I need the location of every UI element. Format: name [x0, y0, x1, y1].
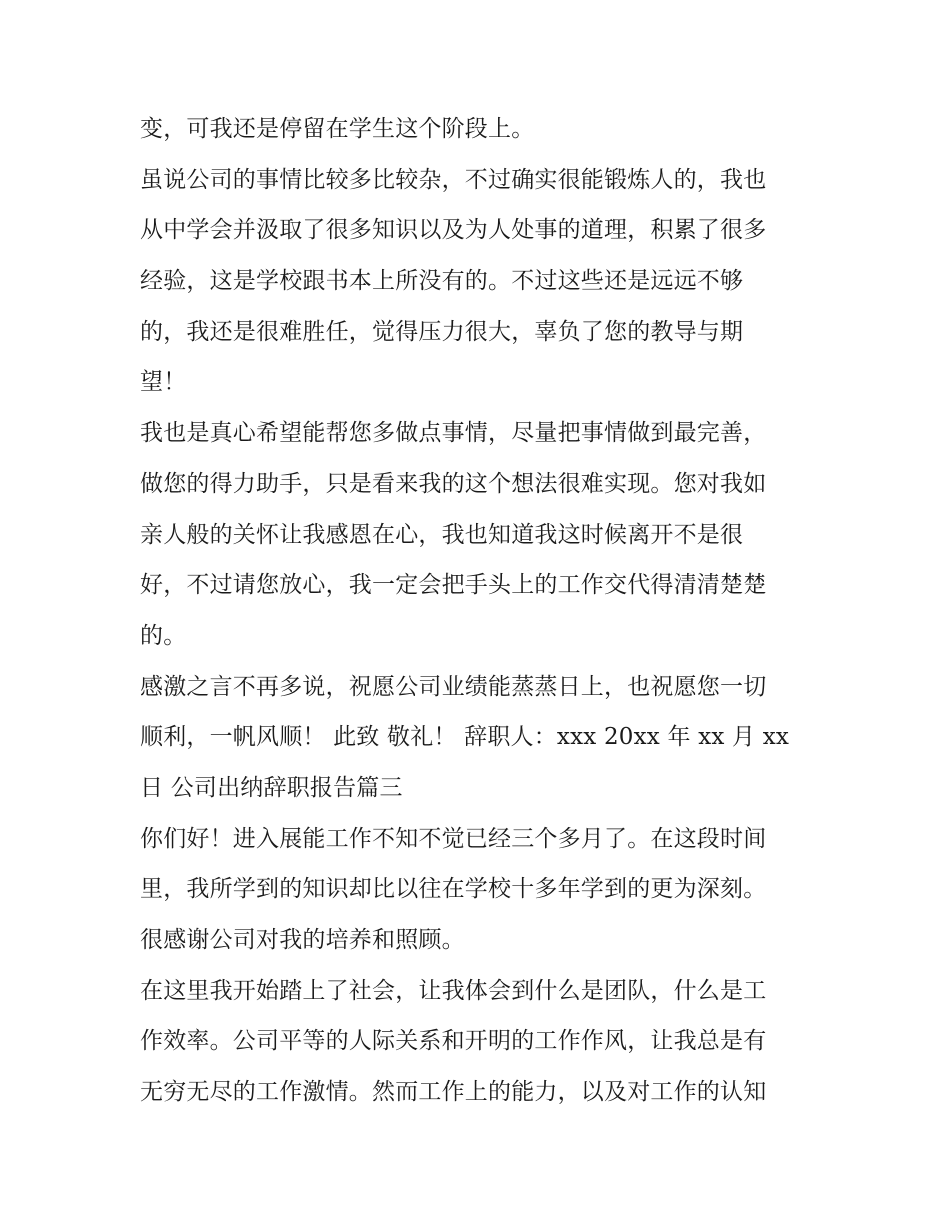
text-line: 在这里我开始踏上了社会，让我体会到什么是团队，什么是工 — [140, 977, 767, 1004]
text-line: 从中学会并汲取了很多知识以及为人处事的道理，积累了很多 — [140, 217, 767, 244]
text-line: 感激之言不再多说，祝愿公司业绩能蒸蒸日上，也祝愿您一切 — [140, 673, 767, 700]
text-line: 经验，这是学校跟书本上所没有的。不过这些还是远远不够 — [140, 268, 744, 295]
text-line: 我也是真心希望能帮您多做点事情，尽量把事情做到最完善， — [140, 420, 767, 447]
section-heading-line: 日 公司出纳辞职报告篇三 — [140, 774, 403, 801]
text-line: 好，不过请您放心，我一定会把手头上的工作交代得清清楚楚 — [140, 572, 767, 599]
text-line: 亲人般的关怀让我感恩在心，我也知道我这时候离开不是很 — [140, 521, 744, 548]
text-line: 你们好！进入展能工作不知不觉已经三个多月了。在这段时间 — [140, 825, 767, 852]
text-line: 无穷无尽的工作激情。然而工作上的能力，以及对工作的认知 — [140, 1079, 767, 1106]
text-line: 虽说公司的事情比较多比较杂，不过确实很能锻炼人的，我也 — [140, 166, 767, 193]
text-line: 变，可我还是停留在学生这个阶段上。 — [140, 116, 535, 142]
text-line: 顺利，一帆风顺！ 此致 敬礼！ 辞职人：xxx 20xx 年 xx 月 xx — [140, 724, 790, 751]
text-line: 很感谢公司对我的培养和照顾。 — [140, 927, 465, 953]
text-line: 的。 — [140, 622, 187, 649]
text-line: 望！ — [140, 369, 187, 396]
text-line: 里，我所学到的知识却比以往在学校十多年学到的更为深刻。 — [140, 876, 767, 903]
text-line: 的，我还是很难胜任，觉得压力很大，辜负了您的教导与期 — [140, 318, 744, 345]
text-line: 作效率。公司平等的人际关系和开明的工作作风，让我总是有 — [140, 1028, 767, 1055]
document-body — [140, 104, 820, 1118]
text-line: 做您的得力助手，只是看来我的这个想法很难实现。您对我如 — [140, 470, 767, 497]
